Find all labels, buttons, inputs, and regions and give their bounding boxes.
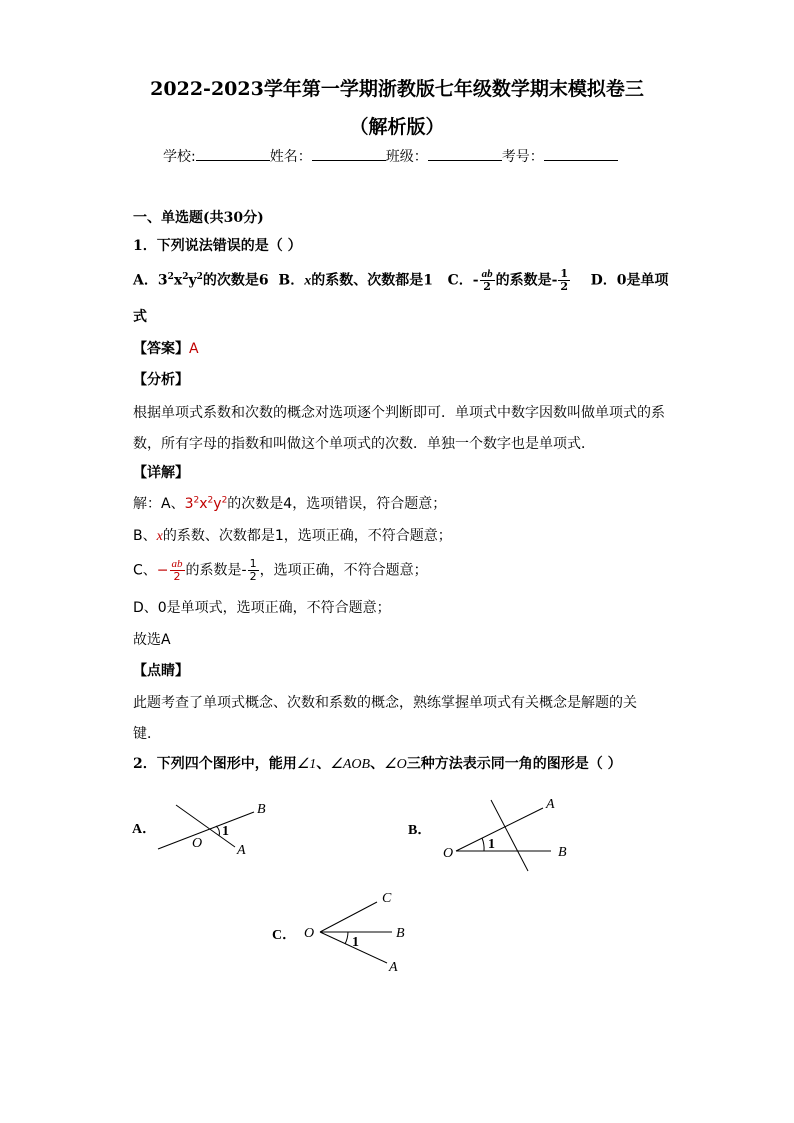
analysis-label: 【分析】: [133, 372, 189, 388]
analysis-line-2: 数，所有字母的指数和叫做这个单项式的次数．单独一个数字也是单项式．: [133, 436, 595, 452]
figure-a: [130, 795, 290, 865]
comment-label: 【点睛】: [133, 663, 189, 679]
figure-a-point-o: O: [192, 836, 203, 851]
comment-line-2: 键．: [133, 726, 161, 742]
detail-line-c: C、− $\frac{ab}{2}$ 的系数是- $\frac{1}{2}$ ，选项正确，不符合题意；: [133, 557, 428, 583]
name-blank[interactable]: [312, 148, 386, 161]
figure-a-point-a: A: [237, 843, 246, 858]
fraction-ab-over-2: $\frac{ab}{2}$: [481, 268, 493, 293]
detail-line-a: 解：A、$3^2x^2y^2$的次数是4，选项错误，符合题意；: [133, 495, 447, 512]
question-2-stem: 2．下列四个图形中，能用∠1、∠AOB、∠O三种方法表示同一角的图形是（ ）: [133, 756, 622, 772]
figure-a-label: A．: [132, 822, 157, 837]
answer-label: 【答案】: [133, 341, 189, 357]
figure-b-angle-1: 1: [488, 837, 495, 852]
figure-b-angle-arc: [482, 838, 484, 851]
figure-b-label: B．: [408, 823, 432, 838]
figure-c-label: C．: [272, 928, 297, 943]
comment-line-1: 此题考查了单项式概念、次数和系数的概念，熟练掌握单项式有关概念是解题的关: [133, 695, 637, 711]
figure-c-point-c: C: [382, 891, 392, 906]
name-label: 姓名：: [269, 149, 312, 165]
figure-b-point-b: B: [558, 845, 567, 860]
page-title: 2022-2023学年第一学期浙教版七年级数学期末模拟卷三: [150, 78, 644, 100]
figure-c-line-oc: [320, 902, 377, 932]
option-d-text: D．0是单项: [590, 272, 669, 289]
page-subtitle: （解析版）: [349, 116, 445, 138]
detail-label: 【详解】: [133, 465, 189, 481]
conclusion-line: 故选A: [133, 632, 171, 648]
figure-b-point-o: O: [443, 846, 454, 861]
option-d-continuation: 式: [133, 309, 147, 325]
figure-c-point-b: B: [396, 926, 405, 941]
fraction-1-over-2: $\frac{1}{2}$: [560, 267, 569, 293]
option-b-label: B．: [278, 272, 305, 289]
number-blank[interactable]: [544, 148, 618, 161]
option-a-label: A．: [133, 272, 158, 289]
question-1-options: A．$3^2x^2y^2$的次数是6 B．x的系数、次数都是1 C．- $\frac{ab}{2}$ 的系数是- $\frac{1}{2}$ D．0是单项: [133, 267, 669, 293]
figure-a-point-b: B: [257, 802, 266, 817]
figure-b-transversal: [491, 800, 528, 871]
figure-c-angle-1: 1: [352, 935, 359, 950]
figure-c: [270, 882, 420, 977]
detail-fraction-ab-over-2: $\frac{ab}{2}$: [171, 558, 183, 583]
question-1-stem: 1．下列说法错误的是（ ）: [133, 238, 302, 254]
school-blank[interactable]: [196, 148, 270, 161]
answer-line: [133, 338, 199, 358]
figure-b-point-a: A: [546, 797, 555, 812]
detail-line-b: B、x的系数、次数都是1，选项正确，不符合题意；: [133, 528, 452, 544]
figure-a-angle-1: 1: [222, 824, 229, 839]
figure-c-point-o: O: [304, 926, 315, 941]
detail-fraction-1-over-2: $\frac{1}{2}$: [249, 557, 257, 583]
figure-b: [406, 790, 581, 875]
number-label: 考号：: [501, 149, 544, 165]
figure-c-angle-arc: [345, 932, 348, 944]
option-c-label: C．: [447, 272, 473, 289]
school-label: 学校:: [163, 149, 196, 165]
section-header: 一、单选题(共30分): [133, 210, 264, 226]
answer-value: A: [189, 341, 199, 357]
class-blank[interactable]: [428, 148, 502, 161]
class-label: 班级：: [385, 149, 428, 165]
analysis-line-1: 根据单项式系数和次数的概念对选项逐个判断即可．单项式中数字因数叫做单项式的系: [133, 405, 665, 421]
figure-b-line-oa: [456, 808, 543, 851]
student-info-line: [163, 146, 618, 166]
detail-line-d: D、0是单项式，选项正确，不符合题意；: [133, 600, 391, 616]
figure-c-point-a: A: [389, 960, 398, 975]
